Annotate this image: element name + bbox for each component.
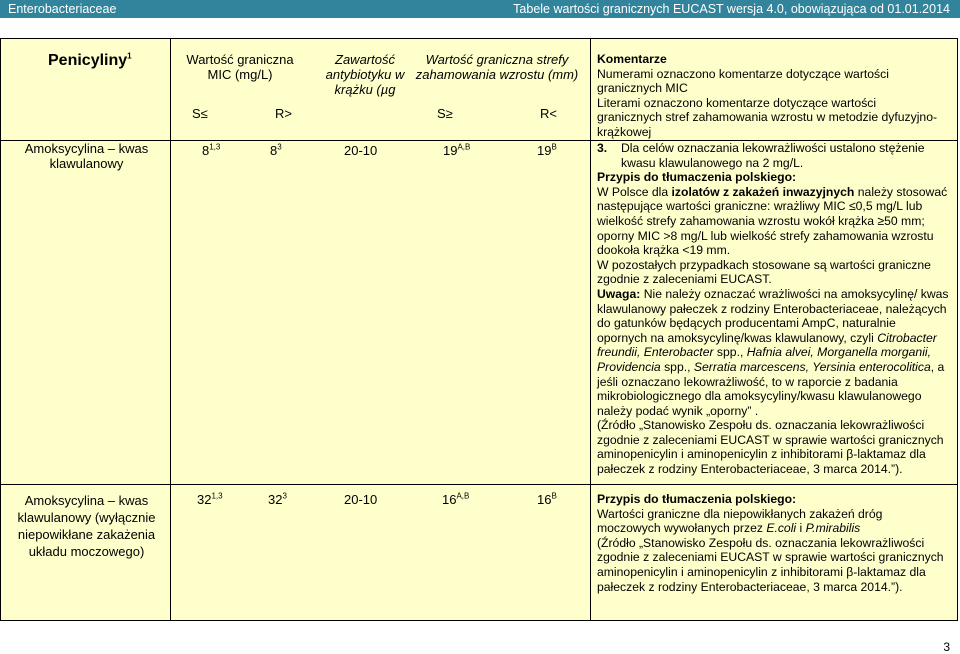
- header-left-title: Enterobacteriaceae: [8, 2, 117, 16]
- table-row-divider: [0, 484, 958, 485]
- disk-content-row-2: 20-10: [344, 492, 378, 507]
- zone-r-row-2: $16^B$: [537, 491, 557, 507]
- mic-r-row-1: $8^3$: [270, 142, 282, 158]
- zone-r-row-1: $19^B$: [537, 142, 557, 158]
- mic-r-row-2: $32^3$: [268, 491, 287, 507]
- translator-note-p3: Uwaga: Nie należy oznaczać wrażliwości na amoksycylinę/ kwas klawulanowy pałeczek z rodziny Enterobacteriaceae, należących do gatunków będących producentami AmpC, naturalnie opornych na amoksycylinę/kwas klawulanowy, czyli Citrobacter freundii, Enterobacter spp., Hafnia alvei, Morganella morganii, Providencia spp., Serratia marcescens, Yersinia enterocolitica, a jeśli oznaczano lekowrażliwość, to w raporcie z badania mikrobiologicznego dla amoksycyliny/kwasu klawulanowego należy podać wynik „oporny” .: [597, 286, 949, 418]
- translator-note-row2-p1: Wartości graniczne dla niepowikłanych zakażeń dróg moczowych wywołanych przez E.coli i P.mirabilis: [597, 506, 883, 536]
- translator-note-p1: W Polsce dla izolatów z zakażeń inwazyjnych należy stosować następujące wartości graniczne: wrażliwy MIC ≤0,5 mg/L lub wielkość strefy zahamowania wzrostu wokół krążka ≥50 mm; oporny MIC >8 mg/L lub wielkość strefy zahamowania wzrostu dookoła krążka <19 mm.: [597, 184, 948, 258]
- note-3-number: 3.: [597, 141, 608, 155]
- disk-content-row-1: 20-10: [344, 143, 378, 158]
- mic-s-row-1: 8$^{1,3}$: [202, 142, 221, 158]
- header-right-title: Tabele wartości granicznych EUCAST wersja 4.0, obowiązująca od 01.01.2014: [513, 2, 950, 16]
- mic-s-row-2: 32$^{1,3}$: [197, 491, 223, 507]
- zone-s-row-2: $16^{A,B}$: [442, 491, 470, 507]
- section-title: Penicyliny$^1$: [48, 51, 132, 69]
- drug-name-row-1: Amoksycylina – kwas klawulanowy: [24, 141, 149, 171]
- mic-header: Wartość graniczna MIC (mg/L): [186, 52, 294, 82]
- zone-s-header: S≥: [437, 106, 453, 121]
- disk-content-header: Zawartość antybiotyku w krążku (µg: [325, 52, 405, 97]
- mic-r-header: R>: [275, 106, 292, 121]
- drug-name-row-2: Amoksycylina – kwas klawulanowy (wyłącznie niepowikłane zakażenia układu moczowego): [17, 493, 156, 559]
- col-divider-1: [170, 38, 171, 621]
- comments-row-1: [597, 141, 949, 477]
- translator-note-row2-p2: (Źródło „Stanowisko Zespołu ds. oznaczania lekowrażliwości zgodnie z zaleceniami EUCAST w sprawie wartości granicznych aminopenicylin i aminopenicylin z inhibitorami β-laktamaz dla pałeczek z rodziny Enterobacteriaceae, 3 marca 2014.”).: [597, 535, 944, 594]
- comments-title: Komentarze: [597, 52, 667, 66]
- header-bar: [0, 0, 960, 18]
- table-border-top: [0, 38, 958, 39]
- note-3-text: Dla celów oznaczania lekowrażliwości ustalono stężenie kwasu klawulanowego na 2 mg/L.: [621, 141, 925, 170]
- table-border-right: [957, 38, 958, 621]
- translator-note-title-2: Przypis do tłumaczenia polskiego:: [597, 492, 797, 506]
- comments-header: [597, 52, 949, 140]
- note-3: [597, 141, 949, 170]
- comments-zone-note: Literami oznaczono komentarze dotyczące wartości granicznych stref zahamowania wzrostu w metodzie dyfuzyjno-krążkowej: [597, 95, 938, 139]
- translator-note-title-1: Przypis do tłumaczenia polskiego:: [597, 170, 797, 185]
- section-title-sup: 1: [127, 51, 132, 61]
- page-number: 3: [943, 640, 950, 654]
- col-divider-2: [590, 38, 591, 621]
- zone-s-row-1: $19^{A,B}$: [443, 142, 471, 158]
- table-border-bottom: [0, 620, 958, 621]
- zone-header: Wartość graniczna strefy zahamowania wzrostu (mm): [415, 52, 579, 82]
- translator-note-p2: W pozostałych przypadkach stosowane są wartości graniczne zgodnie z zaleceniami EUCAST.: [597, 257, 931, 287]
- table-border-left: [0, 38, 1, 621]
- zone-r-header: R<: [540, 106, 557, 121]
- comments-row-2: [597, 492, 949, 594]
- mic-s-header: S≤: [192, 106, 208, 121]
- comments-mic-note: Numerami oznaczono komentarze dotyczące wartości granicznych MIC: [597, 66, 889, 96]
- translator-note-p4: (Źródło „Stanowisko Zespołu ds. oznaczania lekowrażliwości zgodnie z zaleceniami EUCAST w sprawie wartości granicznych aminopenicylin i aminopenicylin z inhibitorami β-laktamaz dla pałeczek z rodziny Enterobacteriaceae, 3 marca 2014.”).: [597, 418, 944, 477]
